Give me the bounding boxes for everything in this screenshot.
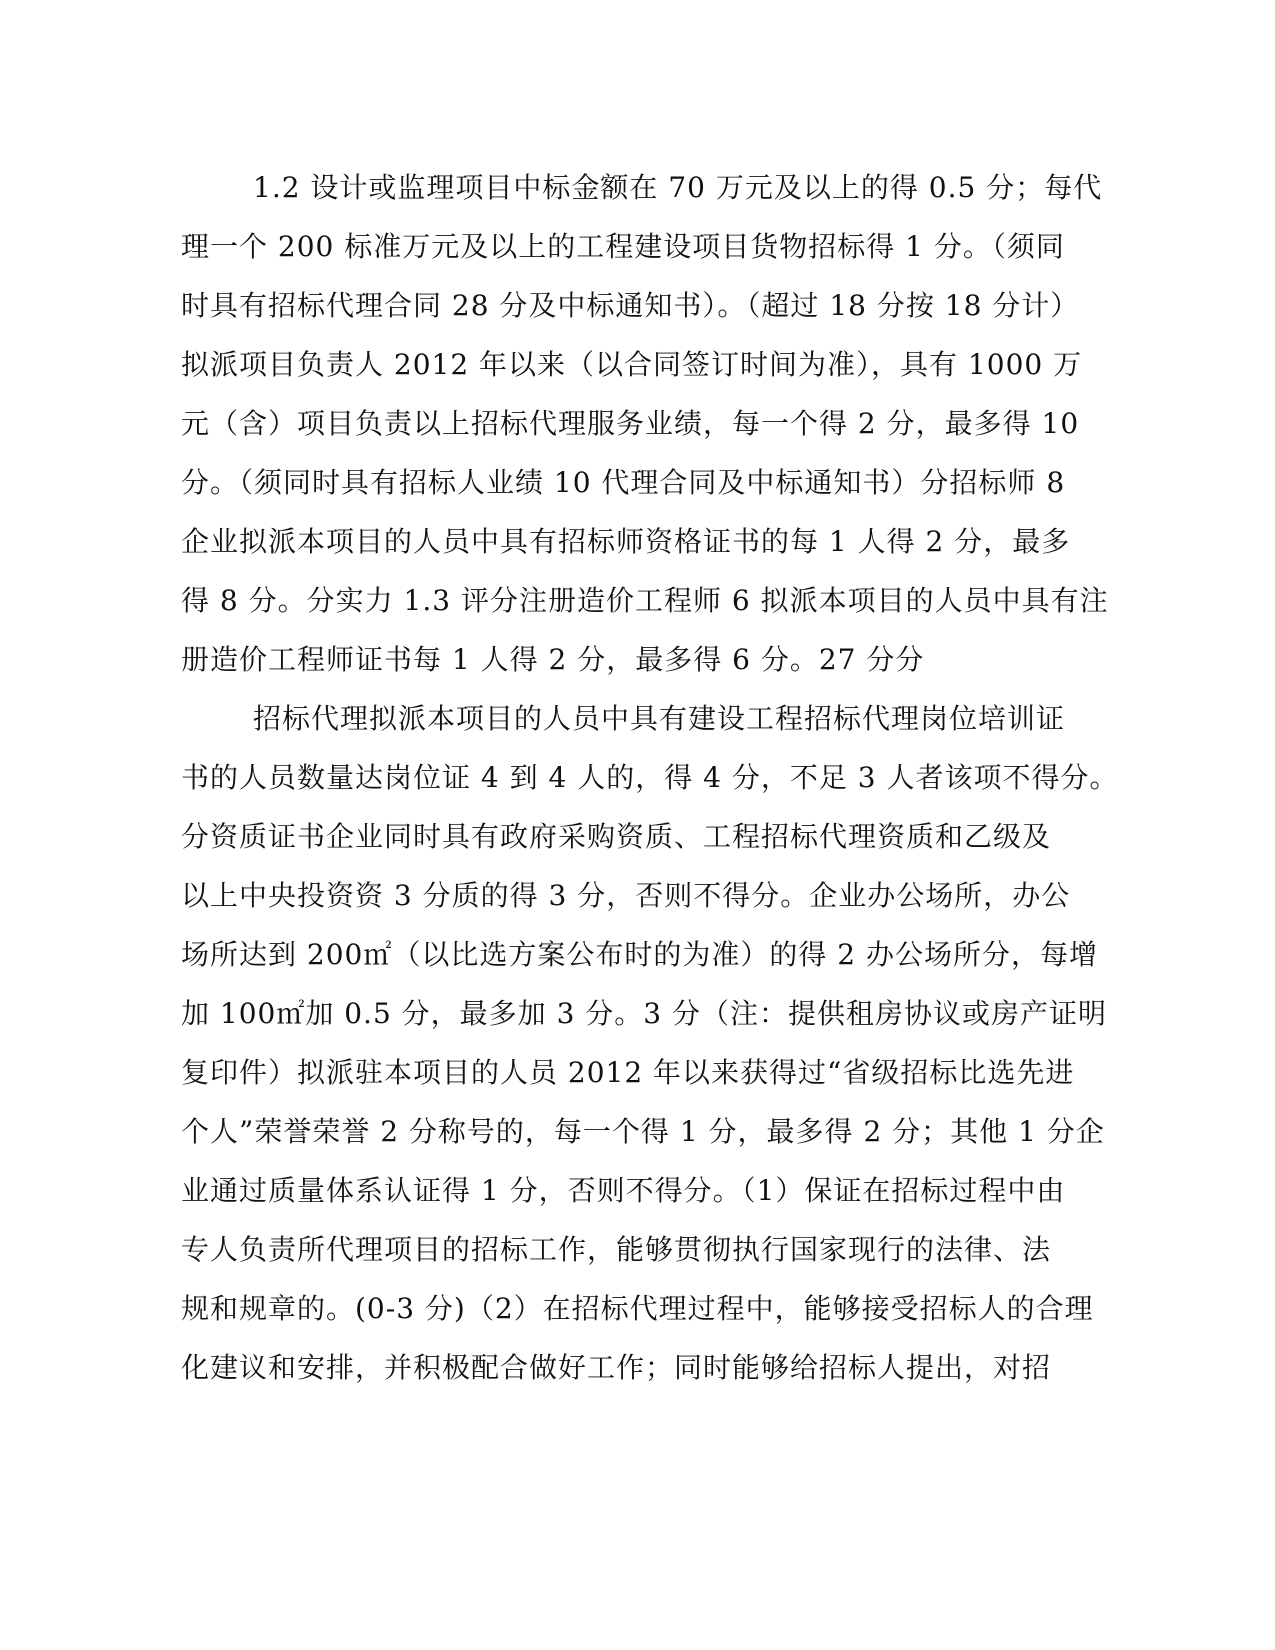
paragraph-1-line-5: 元（含）项目负责以上招标代理服务业绩，每一个得 2 分，最多得 10: [181, 407, 1080, 440]
paragraph-1-line-4: 拟派项目负责人 2012 年以来（以合同签订时间为准），具有 1000 万: [181, 348, 1083, 381]
paragraph-1-line-2: 理一个 200 标准万元及以上的工程建设项目货物招标得 1 分。（须同: [181, 230, 1065, 263]
paragraph-1-line-6: 分。（须同时具有招标人业绩 10 代理合同及中标通知书）分招标师 8: [181, 466, 1066, 499]
paragraph-1-line-7: 企业拟派本项目的人员中具有招标师资格证书的每 1 人得 2 分，最多: [181, 525, 1071, 558]
paragraph-2-line-4: 以上中央投资资 3 分质的得 3 分，否则不得分。企业办公场所，办公: [181, 879, 1071, 912]
paragraph-2-line-5: 场所达到 200㎡（以比选方案公布时的为准）的得 2 办公场所分，每增: [181, 938, 1098, 971]
paragraph-1-line-8: 得 8 分。分实力 1.3 评分注册造价工程师 6 拟派本项目的人员中具有注: [181, 584, 1109, 617]
paragraph-2-line-10: 专人负责所代理项目的招标工作，能够贯彻执行国家现行的法律、法: [181, 1233, 1052, 1266]
document-body: [181, 158, 1119, 1397]
paragraph-1-line-1: 1.2 设计或监理项目中标金额在 70 万元及以上的得 0.5 分；每代: [253, 171, 1103, 204]
paragraph-2-line-11: 规和规章的。(0-3 分)（2）在招标代理过程中，能够接受招标人的合理: [181, 1292, 1094, 1325]
paragraph-2-line-6: 加 100㎡加 0.5 分，最多加 3 分。3 分（注：提供租房协议或房产证明: [181, 997, 1108, 1030]
paragraph-2-line-3: 分资质证书企业同时具有政府采购资质、工程招标代理资质和乙级及: [181, 820, 1052, 853]
paragraph-2-line-1: 招标代理拟派本项目的人员中具有建设工程招标代理岗位培训证: [253, 702, 1066, 735]
paragraph-2-line-7: 复印件）拟派驻本项目的人员 2012 年以来获得过“省级招标比选先进: [181, 1056, 1075, 1089]
paragraph-1-line-3: 时具有招标代理合同 28 分及中标通知书）。（超过 18 分按 18 分计）: [181, 289, 1080, 322]
paragraph-2-line-12: 化建议和安排，并积极配合做好工作；同时能够给招标人提出，对招: [181, 1351, 1052, 1384]
paragraph-2-line-8: 个人”荣誉荣誉 2 分称号的，每一个得 1 分，最多得 2 分；其他 1 分企: [181, 1115, 1105, 1148]
paragraph-2-line-9: 业通过质量体系认证得 1 分，否则不得分。（1）保证在招标过程中由: [181, 1174, 1066, 1207]
paragraph-1-line-9: 册造价工程师证书每 1 人得 2 分，最多得 6 分。27 分分: [181, 643, 925, 676]
paragraph-2-line-2: 书的人员数量达岗位证 4 到 4 人的，得 4 分，不足 3 人者该项不得分。: [181, 761, 1119, 794]
